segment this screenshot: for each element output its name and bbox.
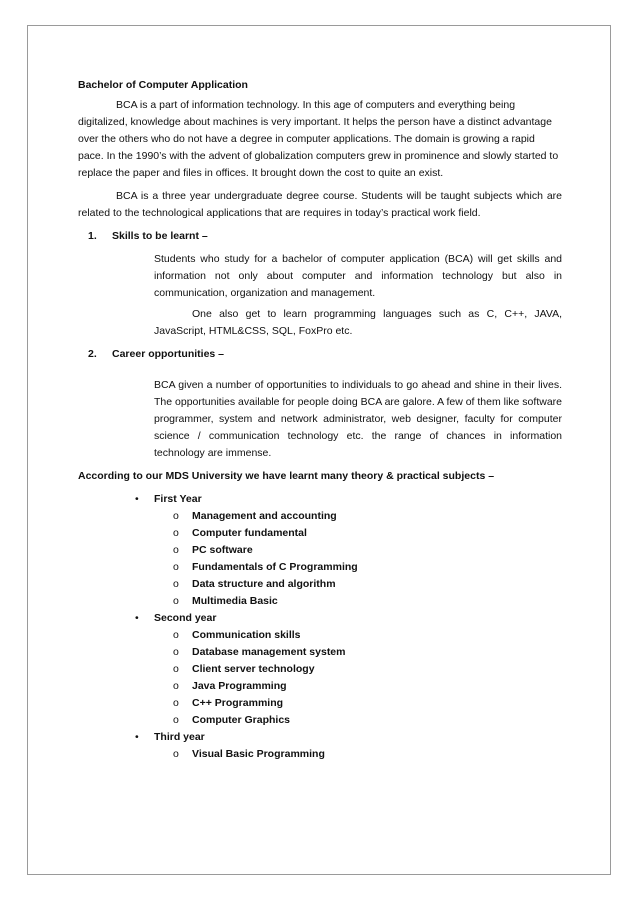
subject-item: o PC software	[192, 542, 562, 559]
circle-bullet-icon: o	[173, 510, 179, 522]
subject-item: o Communication skills	[192, 627, 562, 644]
subject-item: o Fundamentals of C Programming	[192, 559, 562, 576]
section-number: 2.	[88, 348, 97, 360]
subject-list	[154, 627, 562, 729]
year-item	[135, 610, 562, 729]
section-paragraph: BCA given a number of opportunities to individuals to go ahead and shine in their lives. The opportunities available for people doing BCA are galore. A few of them like software programmer, system and network administrator, web designer, faculty for computer science / communication technology etc. the range of chances in information technology are immense.	[154, 379, 562, 459]
bullet-icon: •	[135, 731, 139, 743]
subject-item: o Multimedia Basic	[192, 593, 562, 610]
circle-bullet-icon: o	[173, 748, 179, 760]
section-heading: Skills to be learnt –	[112, 230, 208, 242]
circle-bullet-icon: o	[173, 527, 179, 539]
circle-bullet-icon: o	[173, 663, 179, 675]
circle-bullet-icon: o	[173, 646, 179, 658]
year-item	[135, 729, 562, 763]
subject-list	[154, 746, 562, 763]
year-label: Second year	[154, 612, 217, 624]
document-title: Bachelor of Computer Application	[78, 79, 248, 91]
section-number: 1.	[88, 230, 97, 242]
circle-bullet-icon: o	[173, 680, 179, 692]
section-paragraph: Students who study for a bachelor of computer application (BCA) will get skills and information not only about computer and information technology but also in communication, organization and management.	[154, 253, 562, 299]
subject-item: o C++ Programming	[192, 695, 562, 712]
bullet-icon: •	[135, 493, 139, 505]
section-skills	[78, 228, 562, 340]
circle-bullet-icon: o	[173, 561, 179, 573]
intro-paragraph: BCA is a part of information technology. In this age of computers and everything being digitalized, knowledge about machines is very important. It helps the person have a distinct advantage over the others who do not have a degree in computer applications. The domain is growing a rapid pace. In the 1990’s with the advent of globalization computers grew in prominence and slowly started to replace the paper and files in offices. It brought down the cost to quite an exist.	[78, 99, 559, 179]
subject-list	[154, 508, 562, 610]
university-heading: According to our MDS University we have learnt many theory & practical subjects –	[78, 470, 495, 482]
section-career	[78, 346, 562, 462]
circle-bullet-icon: o	[173, 697, 179, 709]
subject-item: o Client server technology	[192, 661, 562, 678]
subject-item: o Visual Basic Programming	[192, 746, 562, 763]
circle-bullet-icon: o	[173, 595, 179, 607]
year-label: Third year	[154, 731, 205, 743]
circle-bullet-icon: o	[173, 629, 179, 641]
document-body	[78, 77, 562, 763]
subject-item: o Data structure and algorithm	[192, 576, 562, 593]
bullet-icon: •	[135, 612, 139, 624]
year-list	[78, 491, 562, 763]
subject-item: o Computer fundamental	[192, 525, 562, 542]
circle-bullet-icon: o	[173, 714, 179, 726]
circle-bullet-icon: o	[173, 578, 179, 590]
subject-item: o Java Programming	[192, 678, 562, 695]
course-paragraph: BCA is a three year undergraduate degree course. Students will be taught subjects which are related to the technological applications that are requires in today’s practical work field.	[78, 190, 562, 219]
circle-bullet-icon: o	[173, 544, 179, 556]
subject-item: o Database management system	[192, 644, 562, 661]
subject-item: o Computer Graphics	[192, 712, 562, 729]
section-paragraph: One also get to learn programming languages such as C, C++, JAVA, JavaScript, HTML&CSS, SQL, FoxPro etc.	[154, 308, 562, 337]
subject-item: o Management and accounting	[192, 508, 562, 525]
year-item	[135, 491, 562, 610]
year-label: First Year	[154, 493, 202, 505]
section-heading: Career opportunities –	[112, 348, 225, 360]
